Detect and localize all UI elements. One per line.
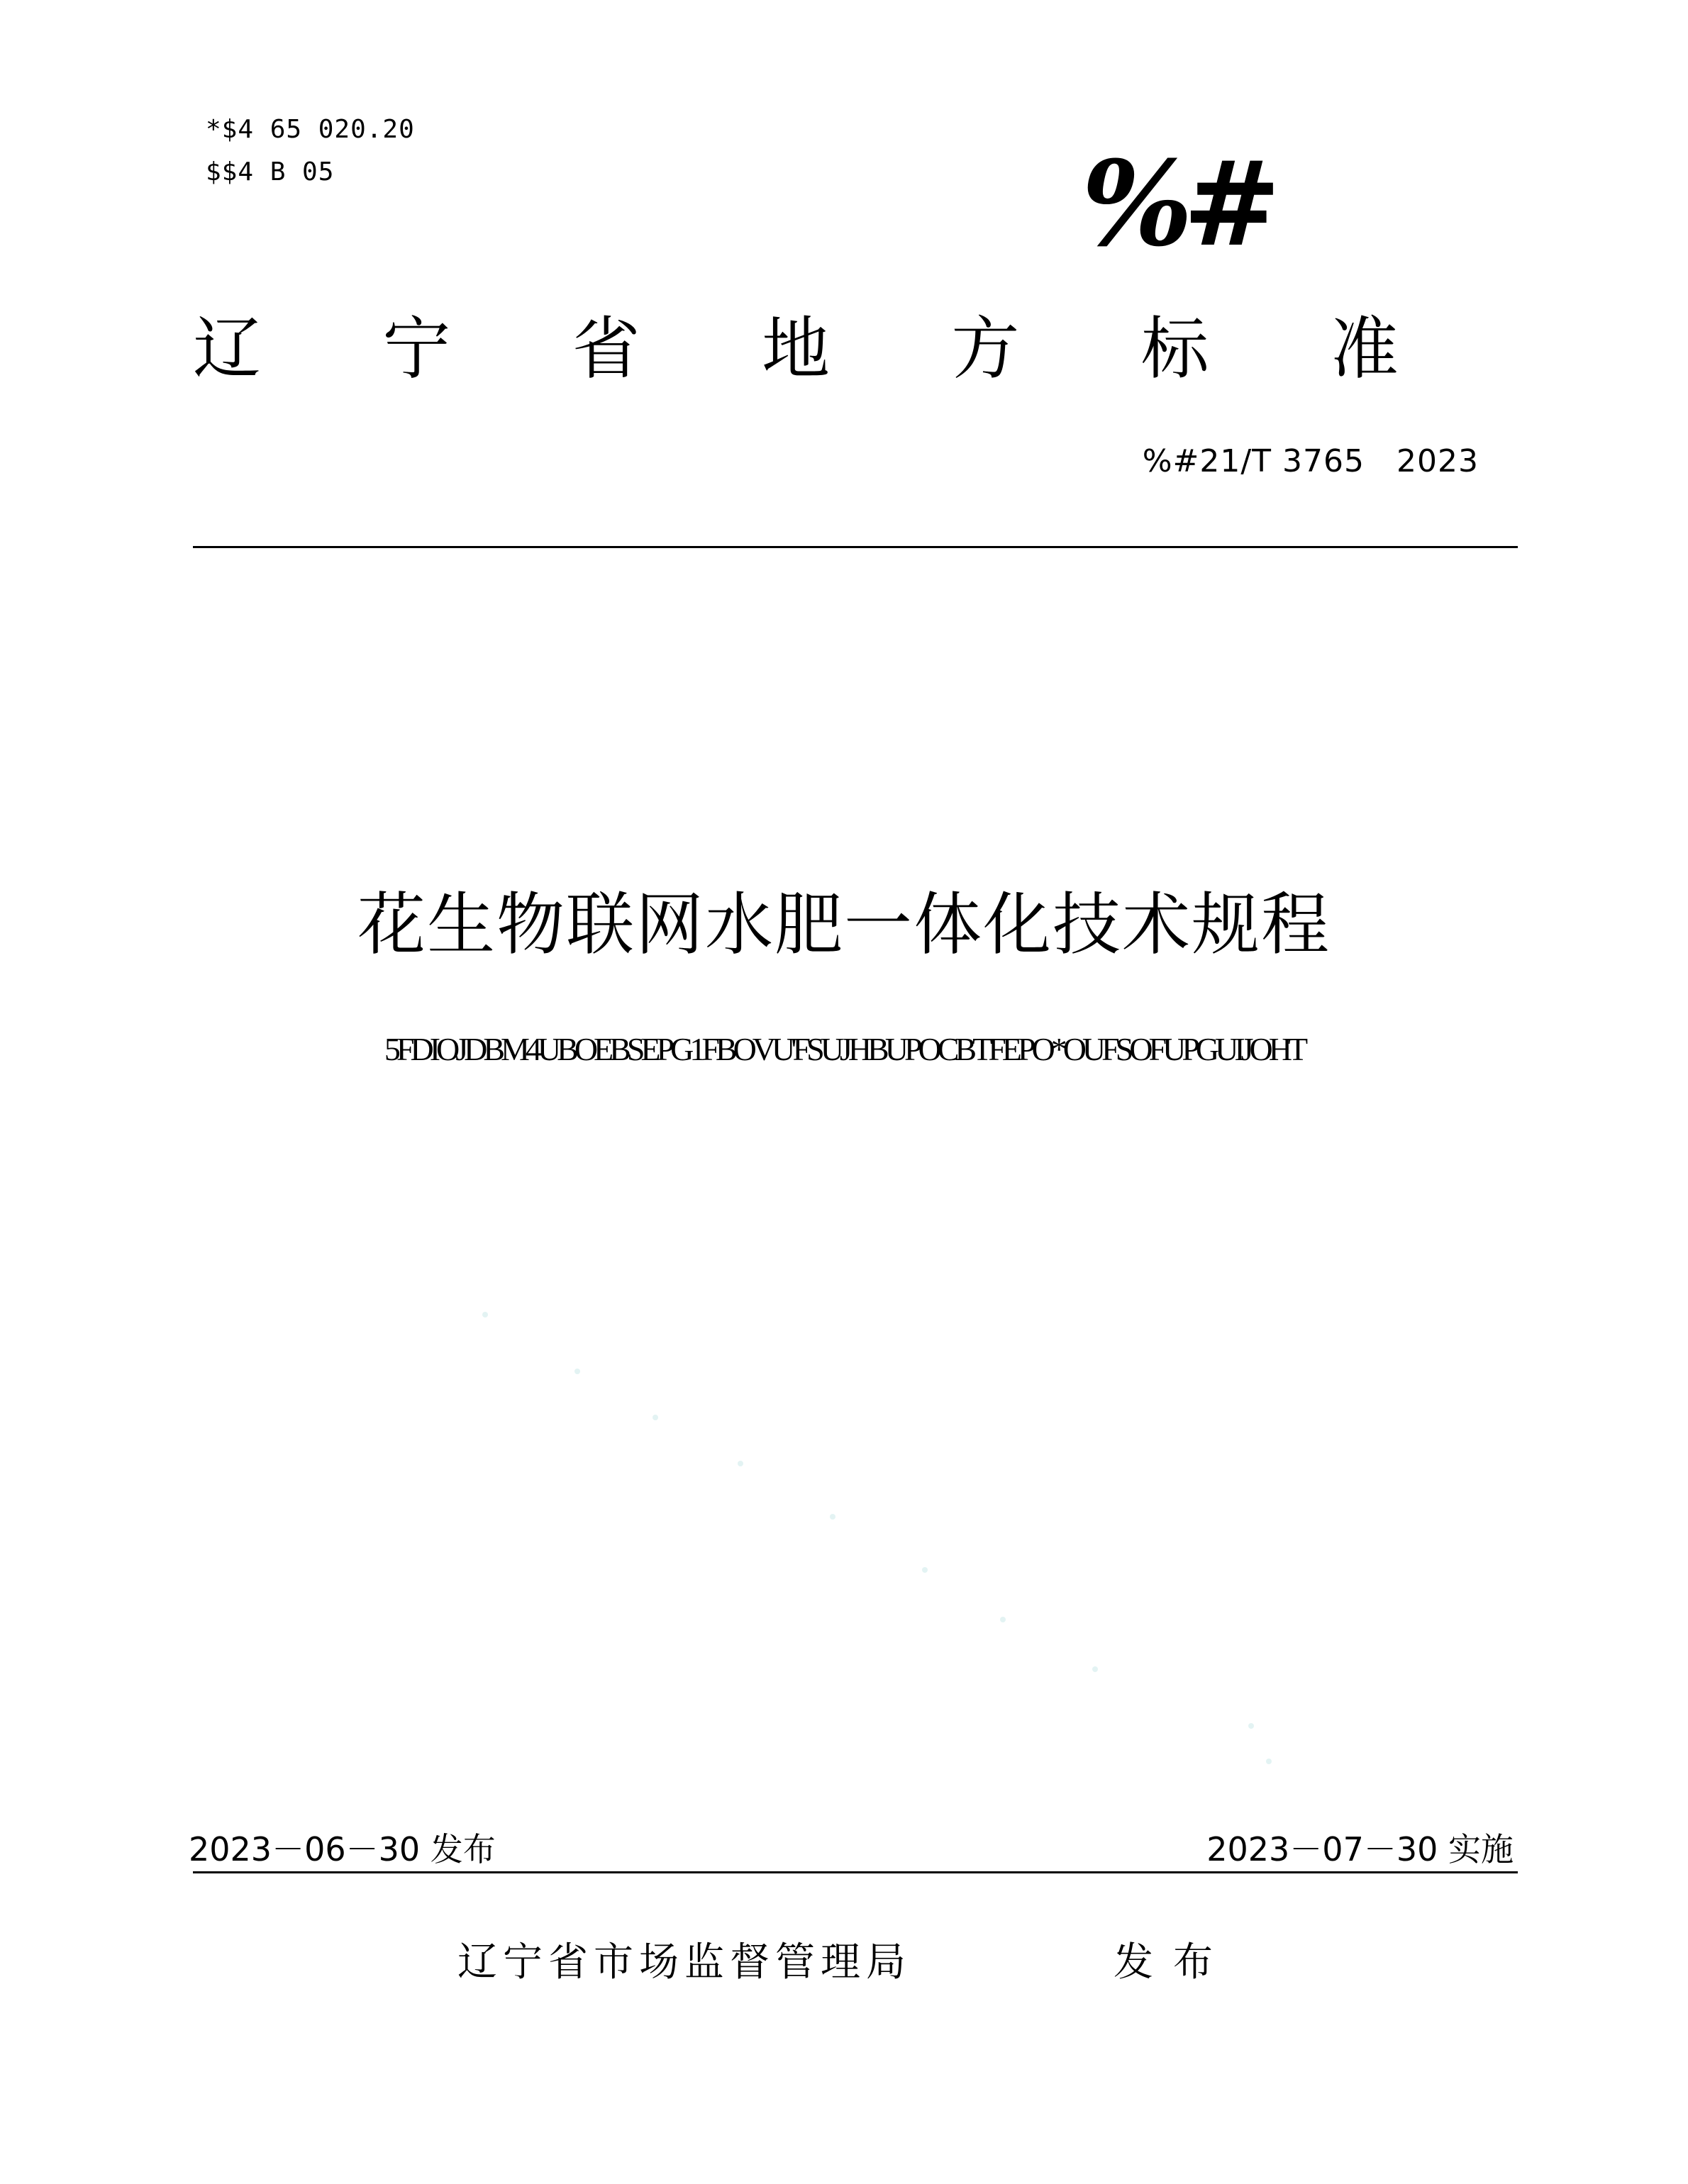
standard-type-char: 标 [1140,309,1209,389]
ccs-code: $$4 B 05 [206,157,335,186]
title-english: 5FDIOJDBM4UBOEBSEPG1FBOVU'FSUJHBUPOCBTFEPO*OUFSOFUPGUIJOHT [384,1031,1304,1067]
standard-number: %#21/T 3765 2023 [1142,443,1479,479]
standard-type-char: 准 [1330,309,1399,389]
issue-date: 2023－06－30 发布 [189,1830,496,1868]
top-divider [193,546,1518,548]
standard-type-char: 地 [761,309,830,389]
bottom-divider [193,1871,1518,1873]
scan-speck [1266,1759,1272,1764]
issuer-action: 发布 [1114,1939,1233,1985]
implementation-date: 2023－07－30 实施 [1206,1830,1514,1868]
scan-speck [1000,1617,1006,1622]
db-logo: %# [1082,135,1272,272]
scan-speck [738,1461,743,1466]
standard-type-char: 宁 [382,309,451,389]
standard-type-char: 方 [951,309,1020,389]
standard-type-heading [193,309,1399,389]
ics-code: *$4 65 020.20 [206,115,415,144]
scan-speck [574,1369,580,1374]
scan-speck [1248,1723,1254,1729]
scan-speck [653,1415,658,1420]
standard-type-char: 省 [572,309,640,389]
scan-speck [830,1514,835,1520]
issuer-name: 辽宁省市场监督管理局 [457,1939,911,1985]
scan-speck [482,1312,488,1317]
title-chinese: 花生物联网水肥一体化技术规程 [357,885,1331,964]
standard-type-char: 辽 [193,309,261,389]
scan-speck [922,1567,928,1573]
scan-speck [1092,1666,1098,1672]
